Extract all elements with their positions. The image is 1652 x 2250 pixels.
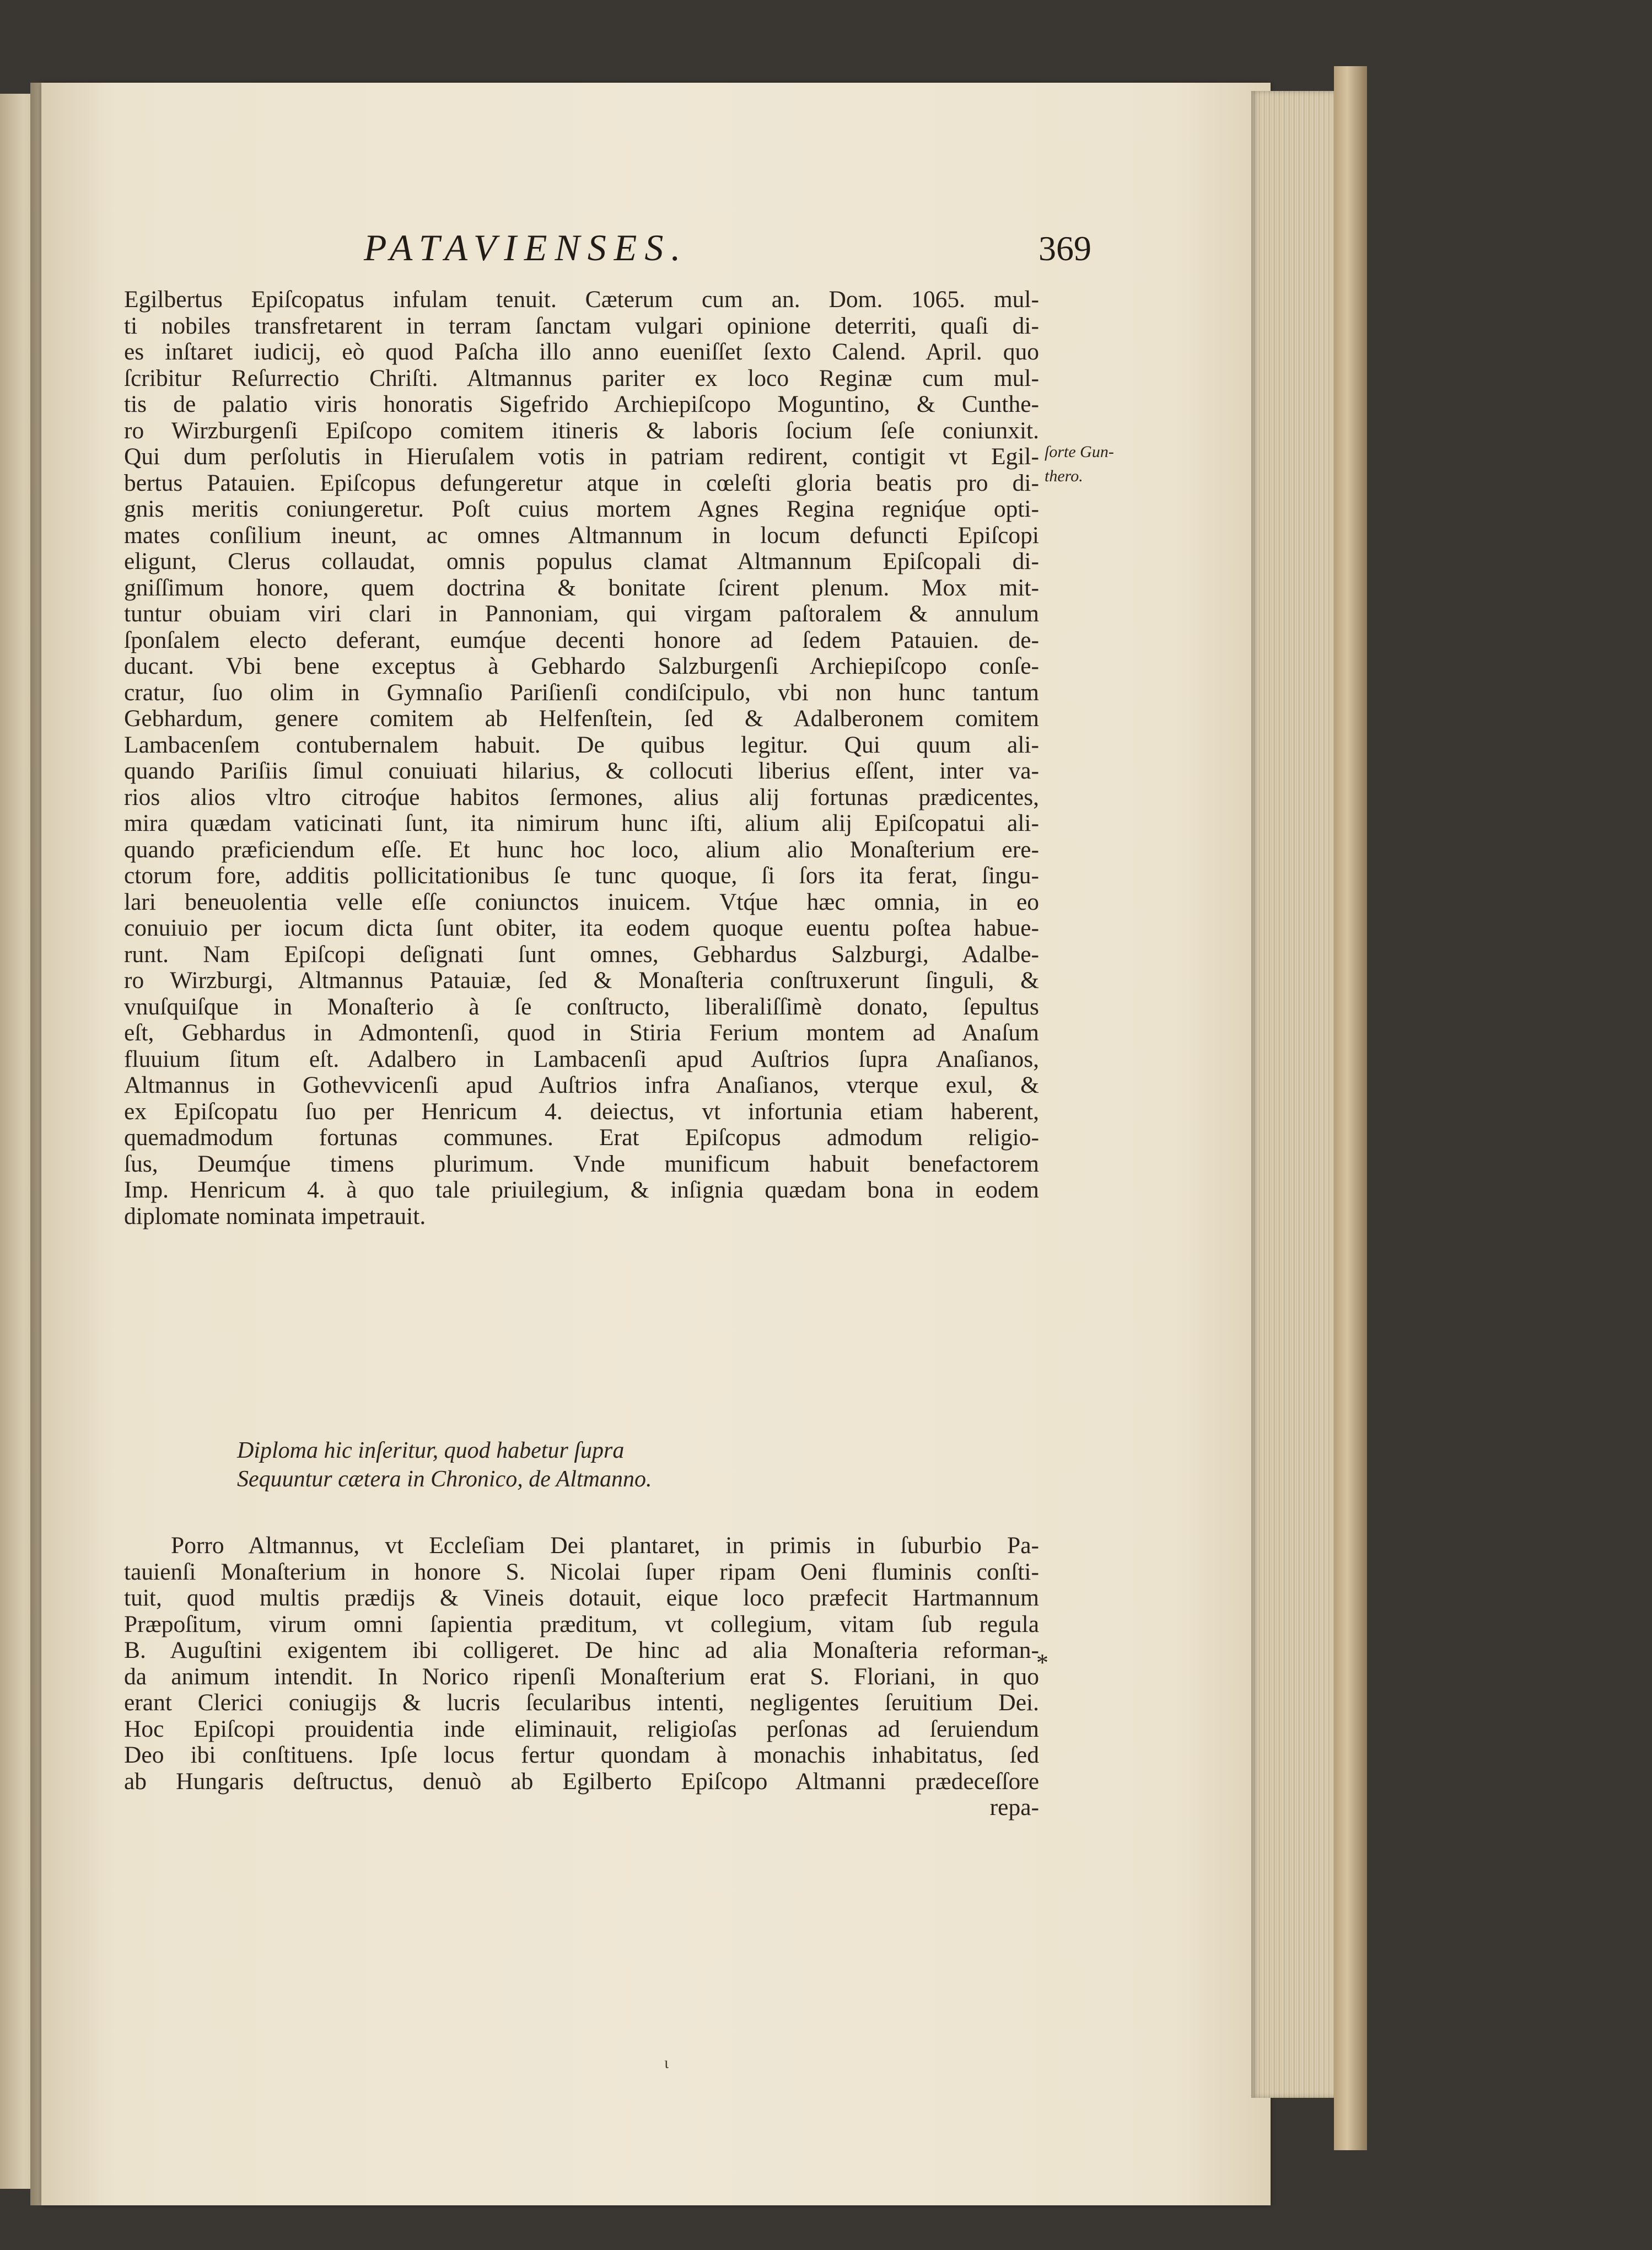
- text-line: Altmannus in Gothevvicenſi apud Auſtrios infra Anaſianos, vterque exul, &: [124, 1072, 1039, 1098]
- running-title: PATAVIENSES.: [364, 227, 688, 269]
- text-line: conuiuio per iocum dicta ſunt obiter, ita eodem quoque euentu poſtea habue-: [124, 915, 1039, 941]
- text-line: Imp. Henricum 4. à quo tale priuilegium, & inſignia quædam bona in eodem: [124, 1177, 1039, 1203]
- text-line: diplomate nominata impetrauit.: [124, 1202, 426, 1229]
- text-line: eligunt, Clerus collaudat, omnis populus clamat Altmannum Epiſcopali di-: [124, 548, 1039, 574]
- text-line: Porro Altmannus, vt Eccleſiam Dei plantaret, in primis in ſuburbio Pa-: [171, 1532, 1039, 1559]
- text-line: cratur, ſuo olim in Gymnaſio Pariſienſi condiſcipulo, vbi non hunc tantum: [124, 679, 1039, 706]
- text-line: gniſſimum honore, quem doctrina & bonitate ſcirent plenum. Mox mit-: [124, 574, 1039, 601]
- editorial-interpolation: [237, 1436, 843, 1494]
- text-line: ſcribitur Reſurrectio Chriſti. Altmannus pariter ex loco Reginæ cum mul-: [124, 364, 1039, 391]
- text-line: gnis meritis coniungeretur. Poſt cuius mortem Agnes Regina regniq́ue opti-: [124, 496, 1039, 522]
- text-line: ducant. Vbi bene exceptus à Gebhardo Salzburgenſi Archiepiſcopo conſe-: [124, 653, 1039, 679]
- text-line: es inſtaret iudicij, eò quod Paſcha illo anno eueniſſet ſexto Calend. April. quo: [124, 339, 1039, 365]
- text-line: ſponſalem electo deferant, eumq́ue decenti honore ad ſedem Patauien. de-: [124, 626, 1039, 653]
- text-line: fluuium ſitum eſt. Adalbero in Lambacenſi apud Auſtrios ſupra Anaſianos,: [124, 1045, 1039, 1072]
- text-line: erant Clerici coniugijs & lucris ſecularibus intenti, negligentes ſeruitium Dei.: [124, 1689, 1039, 1716]
- text-line: tuit, quod multis prædijs & Vineis dotauit, eique loco præfecit Hartmannum: [124, 1585, 1039, 1611]
- text-line: tuntur obuiam viri clari in Pannoniam, qui virgam paſtoralem & annulum: [124, 600, 1039, 627]
- page-fore-edge: [1251, 91, 1334, 2098]
- page-header: [364, 226, 1091, 287]
- marginal-note-line: ſorte Gun-: [1045, 443, 1114, 461]
- ink-speck: ɩ: [664, 2054, 669, 2072]
- text-line: rios alios vltro citroq́ue habitos ſermones, alius alij fortunas prædicentes,: [124, 783, 1039, 810]
- interpolation-line: Sequuntur cætera in Chronico, de Altmanno.: [237, 1467, 652, 1492]
- text-line: Præpoſitum, virum omni ſapientia præditum, vt collegium, vitam ſub regula: [124, 1610, 1039, 1637]
- text-line: tauienſi Monaſterium in honore S. Nicolai ſuper ripam Oeni fluminis conſti-: [124, 1558, 1039, 1585]
- text-line: quando præficiendum eſſe. Et hunc hoc loco, alium alio Monaſterium ere-: [124, 836, 1039, 863]
- catchword: repa-: [989, 1794, 1039, 1821]
- text-line: mira quædam vaticinati ſunt, ita nimirum hunc iſti, alium alij Epiſcopatui ali-: [124, 810, 1039, 836]
- paragraph-1: [124, 287, 1039, 1229]
- text-line: da animum intendit. In Norico ripenſi Monaſterium erat S. Floriani, in quo: [124, 1663, 1039, 1690]
- text-line: quemadmodum fortunas communes. Erat Epiſcopus admodum religio-: [124, 1124, 1039, 1151]
- text-line: B. Auguſtini exigentem ibi colligeret. De hinc ad alia Monaſteria reforman-: [124, 1637, 1039, 1663]
- text-line: ro Wirzburgi, Altmannus Patauiæ, ſed & Monaſteria conſtruxerunt ſinguli, &: [124, 967, 1039, 994]
- interpolation-line: Diploma hic inſeritur, quod habetur ſupra: [237, 1438, 625, 1463]
- text-line: Lambacenſem contubernalem habuit. De quibus legitur. Qui quum ali-: [124, 731, 1039, 758]
- text-line: mates conſilium ineunt, ac omnes Altmannum in locum defuncti Epiſcopi: [124, 522, 1039, 549]
- page-number: 369: [1038, 229, 1091, 268]
- text-line: Egilbertus Epiſcopatus infulam tenuit. Cæterum cum an. Dom. 1065. mul-: [124, 286, 1039, 313]
- book-cover-edge: [1334, 66, 1367, 2150]
- text-line: eſt, Gebhardus in Admontenſi, quod in Stiria Ferium montem ad Anaſum: [124, 1019, 1039, 1046]
- text-line: ex Epiſcopatu ſuo per Henricum 4. deiectus, vt infortunia etiam haberent,: [124, 1098, 1039, 1125]
- text-line: ctorum fore, additis pollicitationibus ſe tunc quoque, ſi ſors ita ferat, ſingu-: [124, 862, 1039, 889]
- text-line: ſus, Deumq́ue timens plurimum. Vnde munificum habuit benefactorem: [124, 1150, 1039, 1177]
- text-line: bertus Patauien. Epiſcopus defungeretur atque in cœleſti gloria beatis pro di-: [124, 469, 1039, 496]
- text-line: Gebhardum, genere comitem ab Helfenſtein, ſed & Adalberonem comitem: [124, 705, 1039, 732]
- text-line: lari beneuolentia velle eſſe coniunctos inuicem. Vtq́ue hæc omnia, in eo: [124, 888, 1039, 915]
- text-line: runt. Nam Epiſcopi deſignati ſunt omnes, Gebhardus Salzburgi, Adalbe-: [124, 941, 1039, 968]
- marginal-note: [1045, 440, 1114, 488]
- text-line: Hoc Epiſcopi prouidentia inde eliminauit, religioſas perſonas ad ſeruiendum: [124, 1715, 1039, 1742]
- marginal-note-line: thero.: [1045, 467, 1083, 485]
- text-line: vnuſquiſque in Monaſterio à ſe conſtructo, liberaliſſimè donato, ſepultus: [124, 993, 1039, 1020]
- text-line: ti nobiles transfretarent in terram ſanctam vulgari opinione deterriti, quaſi di-: [124, 312, 1039, 339]
- asterisk-mark: *: [1036, 1649, 1048, 1676]
- text-line: quando Pariſiis ſimul conuiuati hilarius, & collocuti liberius eſſent, inter va-: [124, 758, 1039, 784]
- paragraph-2: [124, 1533, 1039, 1821]
- text-line: tis de palatio viris honoratis Sigefrido Archiepiſcopo Moguntino, & Cunthe-: [124, 391, 1039, 417]
- text-line: ro Wirzburgenſi Epiſcopo comitem itineris & laboris ſocium ſeſe coniunxit.: [124, 417, 1039, 444]
- text-line: ab Hungaris deſtructus, denuò ab Egilberto Epiſcopo Altmanni prædeceſſore: [124, 1768, 1039, 1795]
- text-line: Deo ibi conſtituens. Ipſe locus fertur quondam à monachis inhabitatus, ſed: [124, 1742, 1039, 1768]
- text-line: Qui dum perſolutis in Hieruſalem votis in patriam redirent, contigit vt Egil-: [124, 443, 1039, 470]
